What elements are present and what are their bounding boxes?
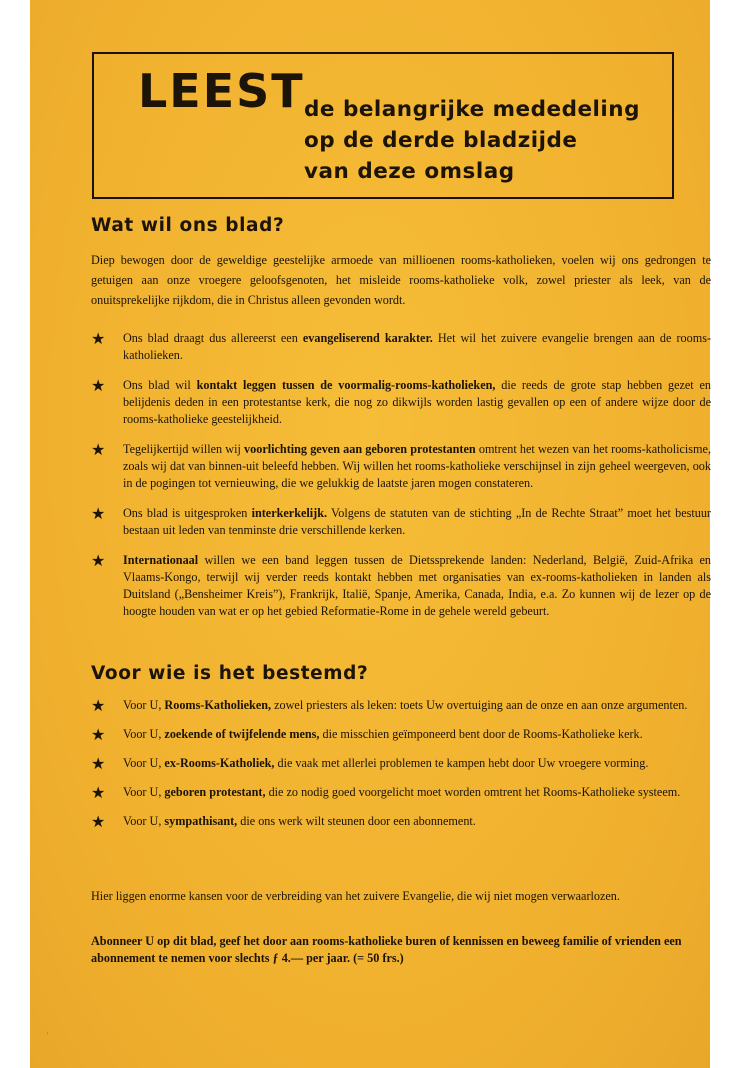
list-item: ★ Ons blad wil kontakt leggen tussen de voormalig-rooms-katholieken, die reeds de grote stap hebben gezet en belijdenis deden in een protestantse kerk, die nog zo dikwijls worden lastig gevallen op een of andere wijze door de rooms-katholieke geestelijkheid. <box>91 376 711 426</box>
star-icon: ★ <box>91 696 106 715</box>
star-icon: ★ <box>91 504 106 523</box>
star-icon: ★ <box>91 783 106 802</box>
star-icon: ★ <box>91 725 106 744</box>
star-icon: ★ <box>91 551 106 570</box>
purpose-list <box>91 330 711 633</box>
list-item: ★ Voor U, geboren protestant, die zo nodig goed voorgelicht moet worden omtrent het Rooms-Katholieke systeem. <box>91 783 681 802</box>
star-icon: ★ <box>91 329 106 348</box>
audience-list <box>91 697 711 842</box>
section-heading-purpose: Wat wil ons blad? <box>91 215 285 236</box>
section-heading-audience: Voor wie is het bestemd? <box>91 663 369 684</box>
subscription-call: Abonneer U op dit blad, geef het door aan rooms-katholieke buren of kennissen en beweeg familie of vrienden een abonnement te nemen voor slechts ƒ 4.— per jaar. (= 50 frs.) <box>91 934 682 965</box>
star-icon: ★ <box>91 754 106 773</box>
banner-text <box>304 94 640 187</box>
star-icon: ★ <box>91 812 106 831</box>
list-item: ★ Tegelijkertijd willen wij voorlichting geven aan geboren protestanten omtrent het wezen van het rooms-katholicisme, zoals wij dat van binnen-uit beleefd hebben. Wij willen het rooms-katholieke verschijnsel in zijn geheel weergeven, ook in de pogingen tot vernieuwing, die we gelukkig de laatste jaren mogen constateren. <box>91 440 711 490</box>
banner-leest: LEEST <box>138 64 305 118</box>
closing-paragraph: Hier liggen enorme kansen voor de verbreiding van het zuivere Evangelie, die wij niet mogen verwaarlozen. <box>91 889 620 903</box>
page-sheet <box>30 0 710 1068</box>
list-item: ★ Ons blad is uitgesproken interkerkelijk. Volgens de statuten van de stichting „In de Rechte Straat” moet het bestuur bestaan uit leden van tenminste drie verschillende kerken. <box>91 504 711 537</box>
star-icon: ★ <box>91 440 106 459</box>
list-item: ★ Internationaal willen we een band leggen tussen de Dietssprekende landen: Nederland, België, Zuid-Afrika en Vlaams-Kongo, terwijl wij verder reeds kontakt hebben met organisaties van ex-rooms-katholieken in landen als Duitsland („Bensheimer Kreis”), Frankrijk, Italië, Spanje, Amerika, Canada, India, e.a. Zo kunnen wij de lezer op de hoogte houden van wat er op het gebied Reformatie-Rome in de gehele wereld gebeurt. <box>91 551 711 618</box>
list-item: ★ Voor U, Rooms-Katholieken, zowel priesters als leken: toets Uw overtuiging aan de onze en aan onze argumenten. <box>91 696 688 715</box>
banner-line-1: de belangrijke mededeling <box>304 97 640 122</box>
banner-line-2: op de derde bladzijde <box>304 128 578 153</box>
intro-paragraph: Diep bewogen door de geweldige geestelijke armoede van millioenen rooms-katholieken, voelen wij ons gedrongen te getuigen aan onze vroegere geloofsgenoten, het misleide rooms-katholieke volk, zowel priester als leek, van de onuitsprekelijke rijkdom, die in Christus alleen gevonden wordt. <box>91 253 711 307</box>
star-icon: ★ <box>91 376 106 395</box>
list-item: ★ Voor U, ex-Rooms-Katholiek, die vaak met allerlei problemen te kampen hebt door Uw vroegere vorming. <box>91 754 649 773</box>
list-item: ★ Voor U, sympathisant, die ons werk wilt steunen door een abonnement. <box>91 812 476 831</box>
list-item: ★ Voor U, zoekende of twijfelende mens, die misschien geïmponeerd bent door de Rooms-Katholieke kerk. <box>91 725 643 744</box>
corner-mark: ʻ <box>46 1030 49 1040</box>
list-item: ★ Ons blad draagt dus allereerst een evangeliserend karakter. Het wil het zuivere evangelie brengen aan de rooms-katholieken. <box>91 329 712 362</box>
notice-banner <box>92 52 674 199</box>
banner-line-3: van deze omslag <box>304 159 515 184</box>
